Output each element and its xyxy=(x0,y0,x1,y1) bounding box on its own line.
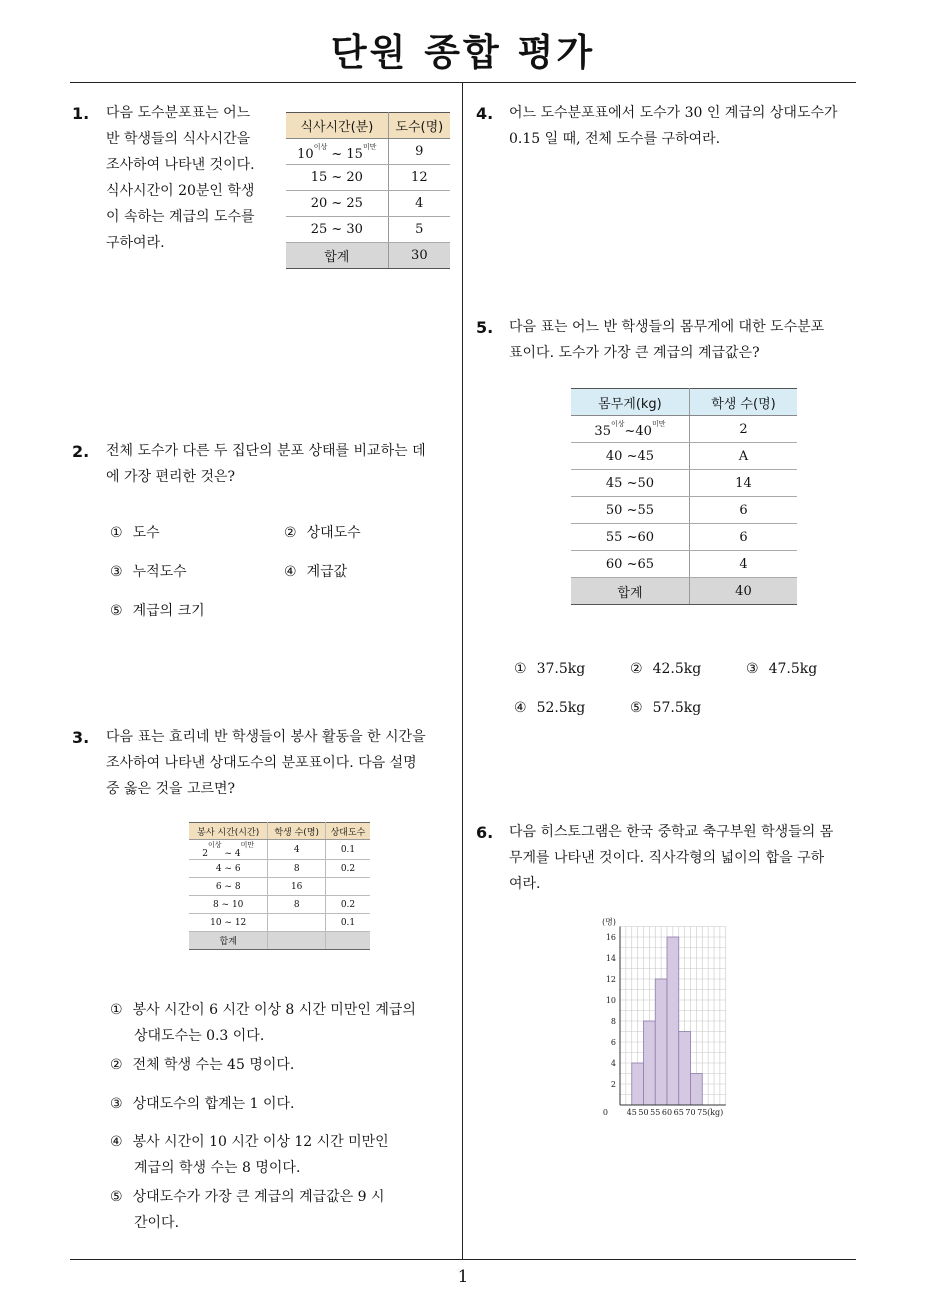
table-cell: $2^{이상}$ ~ $4^{미만}$ xyxy=(189,840,268,860)
table-cell: 8 xyxy=(268,896,326,914)
q3-option-1[interactable]: ① 봉사 시간이 6 시간 이상 8 시간 미만인 계급의 상대도수는 0.3 이다. xyxy=(110,1002,416,1044)
q3-relative-frequency-table xyxy=(189,822,370,950)
table-cell: 15 ~ 20 xyxy=(286,165,388,191)
q3-option-5[interactable]: ⑤ 상대도수가 가장 큰 계급의 계급값은 9 시 간이다. xyxy=(110,1189,385,1231)
q1-line: 반 학생들의 식사시간을 xyxy=(106,131,251,147)
q2-number: 2. xyxy=(72,442,90,461)
q3-text xyxy=(106,724,426,802)
table-total-label: 합계 xyxy=(571,578,689,605)
q2-line: 에 가장 편리한 것은? xyxy=(106,469,236,485)
table-cell: 6 xyxy=(689,497,797,524)
q2-line: 전체 도수가 다른 두 집단의 분포 상태를 비교하는 데 xyxy=(106,443,426,459)
table-header: 식사시간(분) xyxy=(286,113,388,139)
table-cell: 0.1 xyxy=(325,914,370,932)
y-tick-label: 10 xyxy=(605,996,616,1005)
table-header: 몸무게(kg) xyxy=(571,389,689,416)
table-cell: 4 xyxy=(689,551,797,578)
q2-option-1[interactable]: ① 도수 xyxy=(110,525,160,541)
q5-option-3[interactable]: ③ 47.5kg xyxy=(746,661,818,677)
q2-option-4[interactable]: ④ 계급값 xyxy=(284,564,348,580)
q3-option-2[interactable]: ② 전체 학생 수는 45 명이다. xyxy=(110,1057,295,1073)
q5-frequency-table xyxy=(571,388,797,605)
q1-text xyxy=(106,100,255,256)
q1-line: 식사시간이 20분인 학생 xyxy=(106,183,255,199)
y-axis-label: (명) xyxy=(602,917,616,927)
q1-line: 조사하여 나타낸 것이다. xyxy=(106,157,255,173)
x-tick-label: 60 xyxy=(661,1108,673,1117)
table-cell: $10^{이상}$ ~ $15^{미만}$ xyxy=(286,139,388,165)
table-cell: 40 ~45 xyxy=(571,443,689,470)
table-cell: 5 xyxy=(388,217,450,243)
page-title: 단원 종합 평가 xyxy=(330,31,596,74)
bottom-rule xyxy=(70,1259,856,1260)
q5-line: 다음 표는 어느 반 학생들의 몸무게에 대한 도수분포 xyxy=(509,319,825,335)
table-cell: 0.2 xyxy=(325,896,370,914)
q5-option-4[interactable]: ④ 52.5kg xyxy=(514,700,586,716)
table-total-value xyxy=(268,932,326,950)
histogram-bar xyxy=(644,1021,656,1105)
table-cell xyxy=(268,914,326,932)
table-cell: 4 xyxy=(388,191,450,217)
y-tick-label: 16 xyxy=(605,933,616,942)
y-tick-label: 4 xyxy=(610,1059,616,1068)
table-cell xyxy=(325,878,370,896)
q6-number: 6. xyxy=(476,823,494,842)
table-cell: 25 ~ 30 xyxy=(286,217,388,243)
table-cell: 55 ~60 xyxy=(571,524,689,551)
table-total-value: 40 xyxy=(689,578,797,605)
q3-line: 다음 표는 효리네 반 학생들이 봉사 활동을 한 시간을 xyxy=(106,729,426,745)
table-cell: 50 ~55 xyxy=(571,497,689,524)
histogram-bar xyxy=(632,1063,644,1105)
q5-option-5[interactable]: ⑤ 57.5kg xyxy=(630,700,702,716)
q6-line: 여라. xyxy=(509,876,541,892)
table-cell: 0.2 xyxy=(325,860,370,878)
q3-option-4[interactable]: ④ 봉사 시간이 10 시간 이상 12 시간 미만인 계급의 학생 수는 8 명이다. xyxy=(110,1134,389,1176)
x-tick-label: 75 xyxy=(697,1108,708,1117)
y-tick-label: 14 xyxy=(605,954,616,963)
x-axis-label: (kg) xyxy=(707,1108,724,1117)
histogram-bar xyxy=(655,979,667,1105)
table-total-value: 30 xyxy=(388,243,450,269)
q2-option-5[interactable]: ⑤ 계급의 크기 xyxy=(110,603,205,619)
q5-number: 5. xyxy=(476,318,494,337)
y-tick-label: 8 xyxy=(610,1017,616,1026)
y-tick-label: 2 xyxy=(610,1080,616,1089)
histogram-bar xyxy=(667,937,679,1105)
histogram-bar xyxy=(691,1074,703,1106)
table-cell: 45 ~50 xyxy=(571,470,689,497)
q3-option-3[interactable]: ③ 상대도수의 합계는 1 이다. xyxy=(110,1096,295,1112)
q1-frequency-table xyxy=(286,112,450,269)
table-cell: 16 xyxy=(268,878,326,896)
q3-line: 중 옳은 것을 고르면? xyxy=(106,781,236,797)
table-cell: 8 xyxy=(268,860,326,878)
table-cell: A xyxy=(689,443,797,470)
table-cell: 4 xyxy=(268,840,326,860)
q4-number: 4. xyxy=(476,104,494,123)
table-cell: 0.1 xyxy=(325,840,370,860)
table-cell: 20 ~ 25 xyxy=(286,191,388,217)
table-header: 상대도수 xyxy=(325,823,370,840)
y-tick-label: 12 xyxy=(605,975,616,984)
x-tick-label: 50 xyxy=(638,1108,649,1117)
y-tick-label: 6 xyxy=(610,1038,616,1047)
q6-text xyxy=(509,819,833,897)
table-cell: 2 xyxy=(689,416,797,443)
column-divider xyxy=(462,82,463,1260)
q3-line: 조사하여 나타낸 상대도수의 분포표이다. 다음 설명 xyxy=(106,755,417,771)
x-tick-label: 45 xyxy=(626,1108,637,1117)
table-cell: 10 ~ 12 xyxy=(189,914,268,932)
table-total-value xyxy=(325,932,370,950)
q1-line: 다음 도수분포표는 어느 xyxy=(106,105,251,121)
y-tick-label: 0 xyxy=(602,1108,608,1117)
table-header: 봉사 시간(시간) xyxy=(189,823,268,840)
q1-line: 구하여라. xyxy=(106,235,165,251)
q6-histogram xyxy=(588,907,788,1119)
q4-text xyxy=(509,100,838,152)
table-total-label: 합계 xyxy=(189,932,268,950)
q5-line: 표이다. 도수가 가장 큰 계급의 계급값은? xyxy=(509,345,760,361)
q6-line: 다음 히스토그램은 한국 중학교 축구부원 학생들의 몸 xyxy=(509,824,834,840)
q5-option-2[interactable]: ② 42.5kg xyxy=(630,661,702,677)
table-cell: 8 ~ 10 xyxy=(189,896,268,914)
x-tick-label: 65 xyxy=(673,1108,684,1117)
q6-line: 무게를 나타낸 것이다. 직사각형의 넓이의 합을 구하 xyxy=(509,850,825,866)
q2-text xyxy=(106,438,426,490)
table-cell: 12 xyxy=(388,165,450,191)
table-cell: $35^{이상}\sim 40^{미만}$ xyxy=(571,416,689,443)
table-cell: 60 ~65 xyxy=(571,551,689,578)
table-cell: 6 ~ 8 xyxy=(189,878,268,896)
page-number: 1 xyxy=(457,1267,469,1287)
table-cell: 4 ~ 6 xyxy=(189,860,268,878)
table-header: 도수(명) xyxy=(388,113,450,139)
table-header: 학생 수(명) xyxy=(268,823,326,840)
q5-option-1[interactable]: ① 37.5kg xyxy=(514,661,586,677)
q4-line: 0.15 일 때, 전체 도수를 구하여라. xyxy=(509,131,721,147)
q1-number: 1. xyxy=(72,104,90,123)
x-tick-label: 70 xyxy=(685,1108,696,1117)
q4-line: 어느 도수분포표에서 도수가 30 인 계급의 상대도수가 xyxy=(509,105,838,121)
q2-option-2[interactable]: ② 상대도수 xyxy=(284,525,361,541)
q2-option-3[interactable]: ③ 누적도수 xyxy=(110,564,187,580)
q3-number: 3. xyxy=(72,728,90,747)
q1-line: 이 속하는 계급의 도수를 xyxy=(106,209,255,225)
table-cell: 14 xyxy=(689,470,797,497)
top-rule xyxy=(70,82,856,83)
table-total-label: 합계 xyxy=(286,243,388,269)
table-cell: 6 xyxy=(689,524,797,551)
table-cell: 9 xyxy=(388,139,450,165)
table-header: 학생 수(명) xyxy=(689,389,797,416)
q5-text xyxy=(509,314,824,366)
x-tick-label: 55 xyxy=(650,1108,661,1117)
histogram-bar xyxy=(679,1032,691,1106)
